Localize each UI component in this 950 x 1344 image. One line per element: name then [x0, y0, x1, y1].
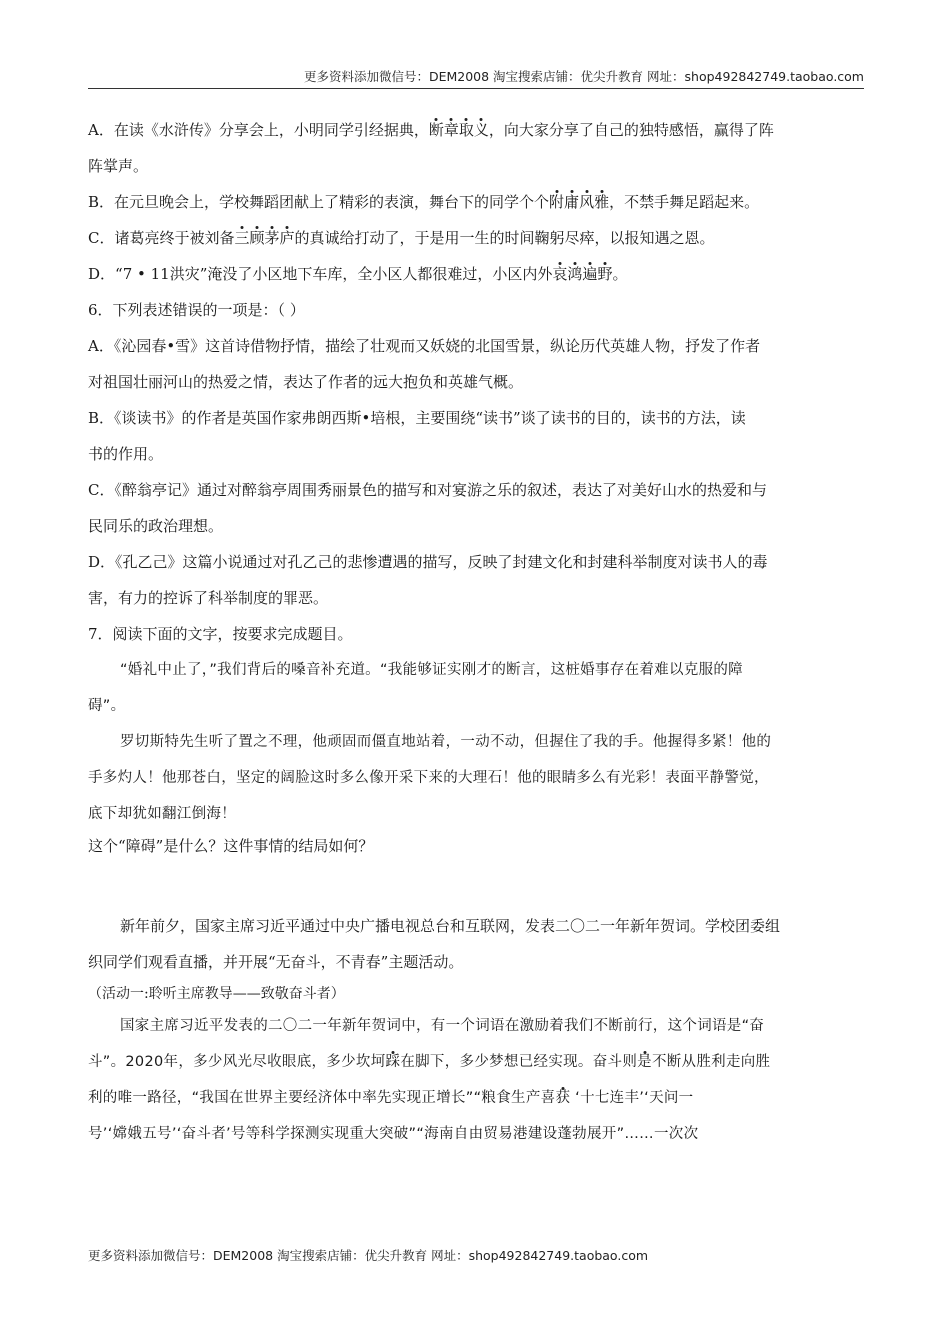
- q6-stem: 6．下列表述错误的一项是：（ ）: [88, 301, 305, 319]
- passage-text: 利的唯一路径，“我国在世界主要经济体中率先实现正增长”“粮食生产喜: [88, 1090, 556, 1106]
- q7-passage-line: “婚礼中止了，”我们背后的嗓音补充道。“我能够证实刚才的断言，这桩婚事存在着难以克服的障: [120, 662, 743, 678]
- q5-c-text: C．诸葛亮终于被刘备: [88, 229, 235, 247]
- q5-d-text: 。: [612, 265, 628, 283]
- idiom-char: 义: [473, 121, 489, 139]
- q8-intro-line2: 织同学们观看直播，并开展“无奋斗，不青春”主题活动。: [88, 953, 464, 971]
- q7-passage-line: 底下却犹如翻江倒海！: [88, 806, 236, 822]
- q8-passage-line: [88, 1044, 856, 1080]
- page-footer: 更多资料添加微信号：DEM2008 淘宝搜索店铺：优尖升教育 网址：shop492842749.taobao.com: [88, 1248, 649, 1263]
- dotted-char: 踩: [385, 1054, 401, 1070]
- passage-text: ‘十七连丰’‘天问一: [570, 1090, 694, 1106]
- q5-option-a-line1: [88, 112, 856, 148]
- q5-option-a-line2: 阵掌声。: [88, 157, 149, 175]
- q5-a-text: A．在读《水浒传》分享会上，小明同学引经据典，: [88, 121, 429, 139]
- q8-intro-line1: 新年前夕，国家主席习近平通过中央广播电视总台和互联网，发表二〇二一年新年贺词。学校团委组: [120, 917, 781, 935]
- idiom-char: 鸿: [567, 265, 583, 283]
- q8-activity-title: （活动一:聆听主席教导——致敬奋斗者）: [88, 986, 345, 1002]
- dotted-char: 是: [637, 1054, 652, 1070]
- idiom-char: 哀: [552, 265, 568, 283]
- idiom-char: 风: [579, 193, 595, 211]
- idiom-char: 野: [597, 265, 613, 283]
- q5-a-text: ，向大家分享了自己的独特感悟，赢得了阵: [488, 121, 774, 139]
- passage-text: 斗”。2020年，多少风光尽收眼底，多少坎坷: [88, 1054, 386, 1070]
- q7-passage-line: 手多灼人！他那苍白，坚定的阔脸这时多么像开采下来的大理石！他的眼睛多么有光彩！表面平静警觉，: [88, 770, 769, 786]
- q5-b-text: B．在元旦晚会上，学校舞蹈团献上了精彩的表演，舞台下的同学个个: [88, 193, 550, 211]
- q7-stem: 7．阅读下面的文字，按要求完成题目。: [88, 625, 353, 643]
- document-body: [88, 112, 856, 1152]
- passage-text: 不断从胜利走向胜: [651, 1054, 771, 1070]
- q5-d-text: D．“7 • 11洪灾”淹没了小区地下车库，全小区人都很难过，小区内外: [88, 265, 553, 283]
- q5-option-d: [88, 256, 856, 292]
- idiom-char: 庸: [564, 193, 580, 211]
- q7-question: 这个“障碍”是什么？这件事情的结局如何？: [88, 837, 374, 855]
- idiom-char: 取: [458, 121, 474, 139]
- idiom-char: 附: [549, 193, 565, 211]
- q5-option-b: [88, 184, 856, 220]
- q6-option-b-line2: 书的作用。: [88, 445, 164, 463]
- idiom-char: 三: [234, 229, 250, 247]
- q5-b-text: ，不禁手舞足蹈起来。: [609, 193, 760, 211]
- q8-passage-line: 号’‘嫦娥五号’‘奋斗者’号等科学探测实现重大突破”“海南自由贸易港建设蓬勃展开”……一次次: [88, 1126, 699, 1142]
- idiom-char: 章: [443, 121, 459, 139]
- page-header: 更多资料添加微信号：DEM2008 淘宝搜索店铺：优尖升教育 网址：shop492842749.taobao.com: [88, 68, 864, 89]
- dotted-char: 获: [555, 1090, 571, 1106]
- q7-passage-line: 罗切斯特先生听了置之不理，他顽固而僵直地站着，一动不动，但握住了我的手。他握得多紧！他的: [120, 734, 772, 750]
- q6-option-b-line1: B．《谈读书》的作者是英国作家弗朗西斯•培根，主要围绕“读书”谈了读书的目的，读书的方法，读: [88, 409, 746, 427]
- q5-option-c: [88, 220, 856, 256]
- idiom-char: 茅: [264, 229, 280, 247]
- idiom-char: 顾: [249, 229, 265, 247]
- q6-option-d-line1: D．《孔乙己》这篇小说通过对孔乙己的悲惨遭遇的描写，反映了封建文化和封建科举制度对读书人的毒: [88, 553, 768, 571]
- idiom-char: 庐: [279, 229, 295, 247]
- idiom-char: 遍: [582, 265, 598, 283]
- q6-option-c-line1: C．《醉翁亭记》通过对醉翁亭周围秀丽景色的描写和对宴游之乐的叙述，表达了对美好山水的热爱和与: [88, 481, 767, 499]
- q6-option-d-line2: 害，有力的控诉了科举制度的罪恶。: [88, 589, 329, 607]
- q6-option-a-line1: A．《沁园春•雪》这首诗借物抒情，描绘了壮观而又妖娆的北国雪景，纵论历代英雄人物，抒发了作者: [88, 337, 761, 355]
- q6-option-a-line2: 对祖国壮丽河山的热爱之情，表达了作者的远大抱负和英雄气概。: [88, 373, 524, 391]
- q8-passage-line: 国家主席习近平发表的二〇二一年新年贺词中，有一个词语在激励着我们不断前行，这个词语是“奋: [120, 1018, 765, 1034]
- q8-passage-line: [88, 1080, 856, 1116]
- idiom-char: 雅: [594, 193, 610, 211]
- answer-space: [88, 860, 856, 908]
- idiom-char: 断: [428, 121, 444, 139]
- passage-text: 在脚下，多少梦想已经实现。奋斗则: [400, 1054, 638, 1070]
- q7-passage-line: 碍”。: [88, 698, 126, 714]
- q5-c-text: 的真诚给打动了，于是用一生的时间鞠躬尽瘁，以报知遇之恩。: [294, 229, 715, 247]
- q6-option-c-line2: 民同乐的政治理想。: [88, 517, 224, 535]
